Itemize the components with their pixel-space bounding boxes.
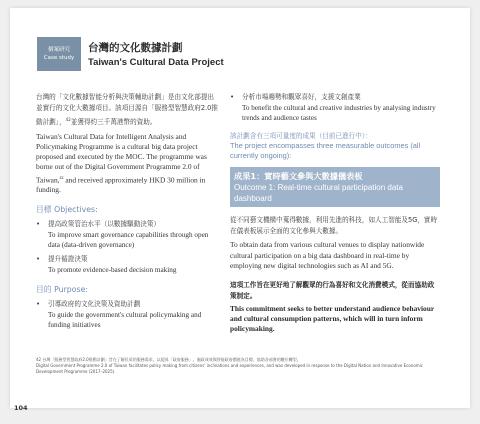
outcome-1-desc-en: To obtain data from various cultural venues to display nationwide cultural participation on a big data dashboard in real-time by employing new digital technologies such as AI and 5G. (230, 240, 425, 270)
outcome-1-desc-zh: 從不同藝文機構中蒐得數據，利用先進的科技，如人工智能及5G，實時在儀表板展示全面的文化參與大數據。 (230, 216, 438, 236)
intro-zh: 台灣的「文化數據智能分析與決策輔助計劃」是由文化部提出並實行的文化大數據項目。該項目源自「服務型智慧政府2.0推動計劃」，$^{42}$並獲得約三千萬港幣的資助。 (36, 93, 218, 127)
intro-en: Taiwan's Cultural Data for Intelligent Analysis and Policymaking Programme is a cultural big data project proposed and executed by the MOC. The programme was borne out of the Digital Government Programme 2.0 of Taiwan,$^{42}$ and received approximately HKD 30 million in funding. (36, 131, 207, 195)
list-item-en: To benefit the cultural and creative industries by analysing industry trends and audience tastes (242, 104, 436, 122)
footnote-zh: 42 台灣「服務型智慧政府2.0推動計劃」旨在了解民眾的服務需求，以提昇「政府服務」、施政成效與智能政府價值為目標，協助各部會的數位轉型。 (36, 357, 301, 362)
title-zh: 台灣的文化數據計劃 (88, 42, 183, 54)
objectives-heading: 目標 Objectives: (36, 205, 98, 215)
outcome-1-banner (230, 167, 440, 207)
commitment-en: This commitment seeks to better understand audience behaviour and cultural consumption patterns, which will in turn inform policymaking. (230, 304, 434, 334)
list-item: • 引導政府的文化決策及資助計劃 (36, 300, 141, 309)
list-item-en: To guide the government's cultural policymaking and funding initiatives (48, 311, 202, 330)
badge-en: Case study (43, 55, 75, 61)
outcome-1-zh: 成果1：實時藝文參與大數據儀表板 (234, 171, 363, 181)
right-column (230, 92, 440, 335)
case-study-heading (88, 40, 224, 68)
outcomes-heading-zh: 該計劃含有三項可量度的成果（目前已進行中）： (230, 132, 372, 140)
list-item: • 提升循證決策 (36, 255, 88, 264)
list-item: • 提高政策管治水平（以數據驅動決策） (36, 220, 161, 229)
outcomes-heading-en: The project encompasses three measurable outcomes (all currently ongoing): (230, 141, 421, 160)
footnote (36, 357, 446, 375)
case-study-badge (37, 37, 81, 71)
commitment-zh: 這項工作旨在更好地了解觀眾的行為喜好和文化消費模式，從而協助政策制定。 (230, 281, 435, 301)
list-item: • 分析市場趨勢和觀眾喜好，支援文創產業 (230, 93, 361, 101)
title-en: Taiwan's Cultural Data Project (88, 57, 224, 68)
footnote-en: Digital Government Programme 2.0 of Taiwan facilitates policy making from citizens' inclinations and experiences, and was developed in response to the Digital Nation and Innovative Economic Development Programme (2017–2025). (36, 363, 423, 374)
page-number: 104 (14, 404, 28, 412)
purpose-heading: 目的 Purpose: (36, 285, 88, 295)
list-item-en: To promote evidence-based decision making (48, 266, 177, 275)
left-column (36, 92, 220, 330)
outcome-1-en: Outcome 1: Real-time cultural participation data dashboard (234, 183, 403, 203)
list-item-en: To improve smart governance capabilities through open data (data-driven governance) (48, 231, 209, 250)
badge-zh: 個案研究 (47, 46, 70, 53)
